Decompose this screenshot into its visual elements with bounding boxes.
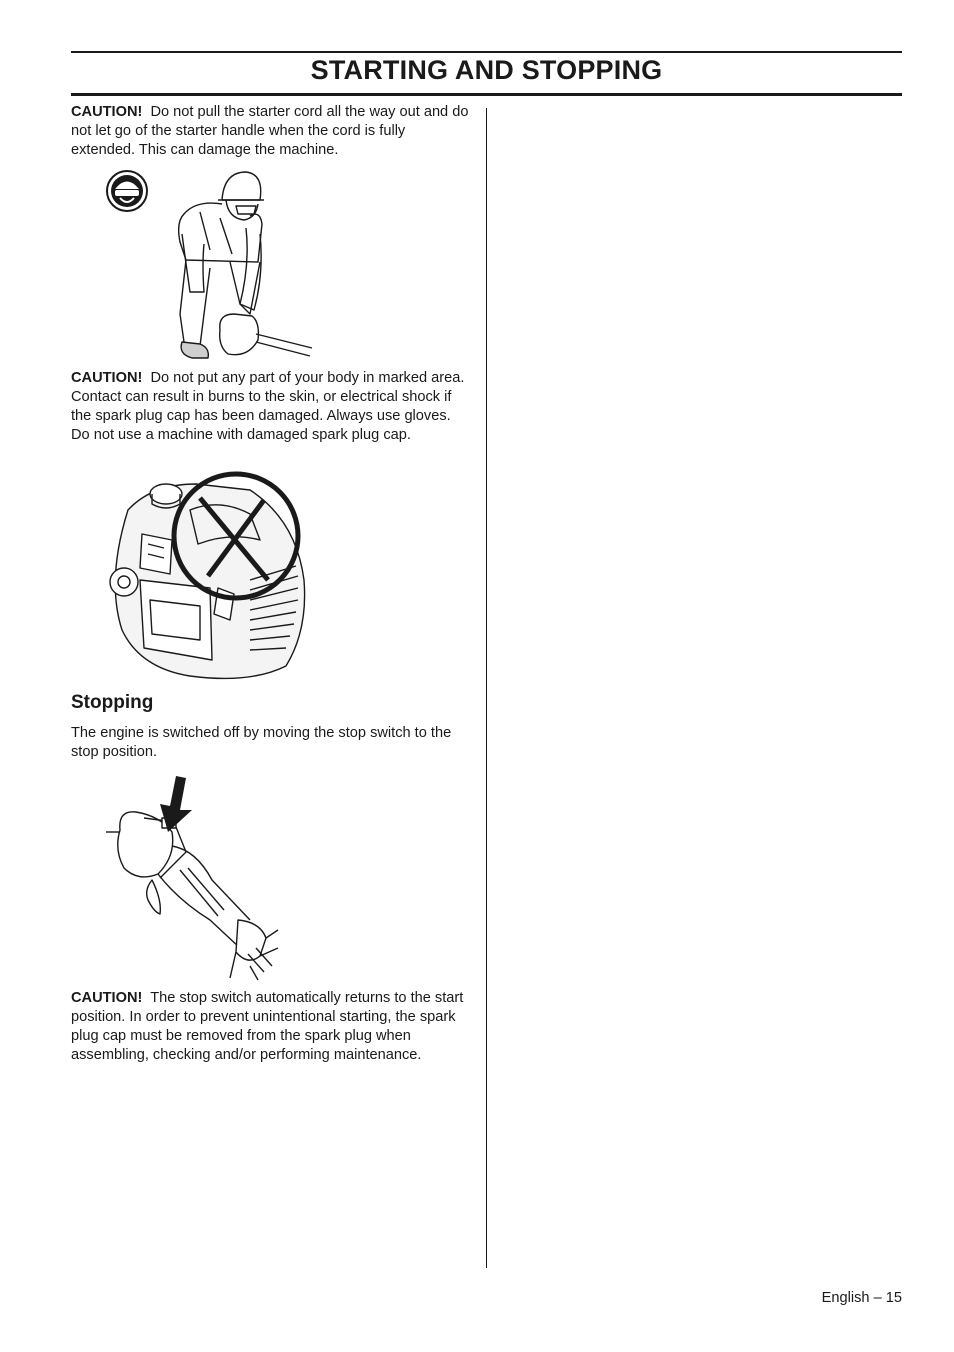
caution-label: CAUTION!	[71, 370, 143, 386]
page-number: English – 15	[821, 1290, 902, 1306]
head-protection-icon	[107, 171, 147, 211]
section-heading-stopping: Stopping	[71, 692, 154, 713]
caution-stop-switch	[71, 989, 471, 1065]
caution-starter-cord	[71, 103, 471, 160]
title-rule-top	[71, 51, 902, 53]
caution-label: CAUTION!	[71, 104, 143, 120]
engine-prohibited-area-illustration	[100, 470, 315, 688]
starting-operator-illustration	[100, 164, 320, 364]
caution-text: The stop switch automatically returns to the start position. In order to prevent unintentional starting, the spark plug cap must be removed from the spark plug when assembling, checking and/or performing maintenance.	[71, 990, 464, 1063]
caution-text: Do not put any part of your body in marked area. Contact can result in burns to the skin, or electrical shock if the spark plug cap has been damaged. Always use gloves. Do not use a machine with damaged spark plug cap.	[71, 370, 465, 443]
caution-text: Do not pull the starter cord all the way out and do not let go of the starter handle when the cord is fully extended. This can damage the machine.	[71, 104, 469, 158]
caution-label: CAUTION!	[71, 990, 143, 1006]
stop-switch-illustration	[100, 770, 285, 985]
stopping-instruction: The engine is switched off by moving the stop switch to the stop position.	[71, 725, 452, 760]
caution-marked-area	[71, 369, 471, 445]
title-rule-bottom	[71, 93, 902, 96]
page-title: STARTING AND STOPPING	[310, 55, 663, 85]
column-divider	[486, 108, 487, 1268]
